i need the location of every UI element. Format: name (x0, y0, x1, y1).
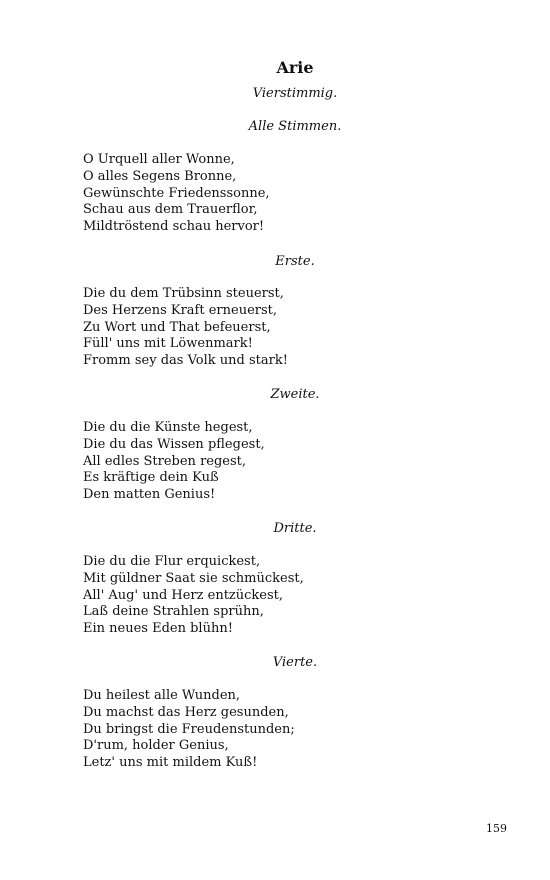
page-number: 159 (486, 822, 507, 835)
poem-title: Arie (276, 58, 314, 77)
verse-line: Du bringst die Freudenstunden; (83, 721, 295, 737)
stanza-all (83, 152, 483, 236)
verse-line: Gewünschte Friedenssonne, (83, 185, 270, 201)
voice-heading-all: Alle Stimmen. (248, 119, 342, 134)
verse-line: Es kräftige dein Kuß (83, 470, 219, 486)
verse-line: Fromm sey das Volk und stark! (83, 353, 288, 369)
verse-line: Des Herzens Kraft erneuerst, (83, 302, 278, 318)
stanza-third (83, 554, 483, 638)
stanza-first (83, 286, 483, 370)
stanza-fourth (83, 688, 483, 772)
verse-line: Die du das Wissen pflegest, (83, 436, 265, 452)
verse-line: Zu Wort und That befeuerst, (83, 319, 271, 335)
verse-line: Ein neues Eden blühn! (83, 621, 233, 637)
verse-line: Du heilest alle Wunden, (83, 688, 241, 703)
verse-line: O Urquell aller Wonne, (83, 152, 235, 167)
verse-line: All edles Streben regest, (83, 453, 247, 469)
verse-line: Schau aus dem Trauerflor, (83, 202, 258, 218)
verse-line: Die du die Künste hegest, (83, 420, 253, 435)
verse-line: Den matten Genius! (83, 487, 216, 503)
verse-line: D'rum, holder Genius, (83, 738, 229, 754)
verse-line: Die du dem Trübsinn steuerst, (83, 286, 284, 301)
voice-heading-third: Dritte. (273, 521, 317, 536)
voice-heading-second: Zweite. (270, 387, 320, 402)
verse-line: All' Aug' und Herz entzückest, (83, 587, 284, 603)
verse-line: Mit güldner Saat sie schmückest, (83, 570, 304, 586)
verse-line: Du machst das Herz gesunden, (83, 704, 289, 720)
voice-heading-fourth: Vierte. (272, 655, 318, 670)
verse-line: O alles Segens Bronne, (83, 168, 237, 184)
verse-line: Die du die Flur erquickest, (83, 554, 261, 569)
verse-line: Laß deine Strahlen sprühn, (83, 604, 264, 620)
verse-line: Füll' uns mit Löwenmark! (83, 336, 253, 352)
verse-line: Letz' uns mit mildem Kuß! (83, 755, 258, 771)
voice-heading-first: Erste. (275, 254, 315, 269)
poem-subtitle: Vierstimmig. (252, 86, 338, 101)
stanza-second (83, 420, 483, 504)
verse-line: Mildtröstend schau hervor! (83, 219, 265, 235)
